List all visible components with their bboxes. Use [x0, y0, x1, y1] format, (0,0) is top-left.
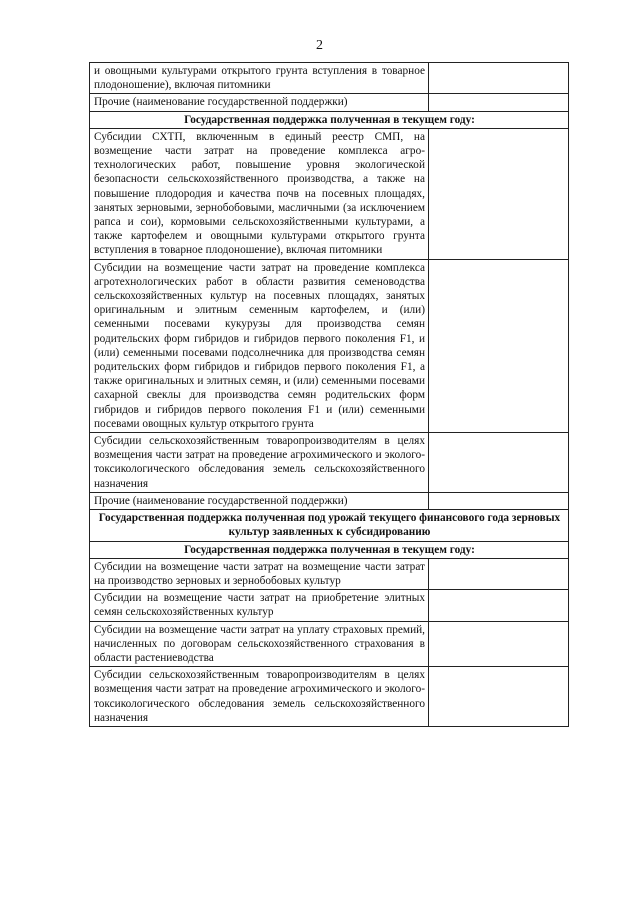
row-label: Субсидии на возмещение части затрат на проведение комплекса агротехнологических работ в области развития семеноводства сельскохозяйственных культур на посевных площадях, занятых оригинальным и элитным семенным картофелем, и (или) семенными посевами кукурузы для производства семян родительских форм гибридов и гибридов первого поколения F1, и (или) семенными посевами подсолнечника для производства семян родительских форм гибридов и гибридов первого поколения F1, а также оригинальных и элитных семян, и (или) семенными посевами сахарной свеклы для производства семян родительских форм гибридов и гибридов первого поколения F1 и (или) семенными посевами овощных культур открытого грунта: [90, 259, 429, 432]
section-header-row: [90, 510, 569, 541]
value-cell[interactable]: [429, 590, 569, 621]
table-row: [90, 94, 569, 111]
row-label: Прочие (наименование государственной поддержки): [90, 492, 429, 509]
table-row: [90, 590, 569, 621]
row-label: Субсидии на возмещение части затрат на приобретение элитных семян сельскохозяйственных культур: [90, 590, 429, 621]
row-label: Субсидии на возмещение части затрат на уплату страховых премий, начисленных по договорам сельскохозяйственного страхования в области растениеводства: [90, 621, 429, 667]
value-cell[interactable]: [429, 259, 569, 432]
value-cell[interactable]: [429, 667, 569, 727]
page-number: 2: [316, 38, 323, 53]
row-label: Субсидии сельскохозяйственным товаропроизводителям в целях возмещения части затрат на проведение агрохимического и эколого-токсикологического обследования земель сельскохозяйственного назначения: [90, 433, 429, 493]
row-label: и овощными культурами открытого грунта вступления в товарное плодоношение), включая питомники: [90, 63, 429, 94]
table-row: [90, 63, 569, 94]
value-cell[interactable]: [429, 621, 569, 667]
table-row: [90, 667, 569, 727]
value-cell[interactable]: [429, 63, 569, 94]
value-cell[interactable]: [429, 433, 569, 493]
table-row: [90, 621, 569, 667]
row-label: Субсидии СХТП, включенным в единый реестр СМП, на возмещение части затрат на проведение комплекса агро-технологических работ, повышение уровня экологической безопасности сельскохозяйственного производства, а также на повышение плодородия и качества почв на посевных площадях, занятых зерновыми, зернобобовыми, масличными (за исключением рапса и сои), кормовыми сельскохозяйственными культурами, а также картофелем и овощными культурами открытого грунта вступления в товарное плодоношение), включая питомники: [90, 128, 429, 259]
section-header: Государственная поддержка полученная под урожай текущего финансового года зерновых культур заявленных к субсидированию: [90, 510, 569, 541]
table-row: [90, 259, 569, 432]
value-cell[interactable]: [429, 94, 569, 111]
table-row: [90, 433, 569, 493]
table-row: [90, 558, 569, 589]
section-header: Государственная поддержка полученная в текущем году:: [90, 541, 569, 558]
value-cell[interactable]: [429, 128, 569, 259]
subsidy-table: [89, 62, 569, 727]
section-header: Государственная поддержка полученная в текущем году:: [90, 111, 569, 128]
section-header-row: [90, 111, 569, 128]
row-label: Субсидии на возмещение части затрат на возмещение части затрат на производство зерновых и зернобобовых культур: [90, 558, 429, 589]
table-row: [90, 128, 569, 259]
section-header-row: [90, 541, 569, 558]
value-cell[interactable]: [429, 558, 569, 589]
table-row: [90, 492, 569, 509]
row-label: Прочие (наименование государственной поддержки): [90, 94, 429, 111]
value-cell[interactable]: [429, 492, 569, 509]
row-label: Субсидии сельскохозяйственным товаропроизводителям в целях возмещения части затрат на проведение агрохимического и эколого-токсикологического обследования земель сельскохозяйственного назначения: [90, 667, 429, 727]
